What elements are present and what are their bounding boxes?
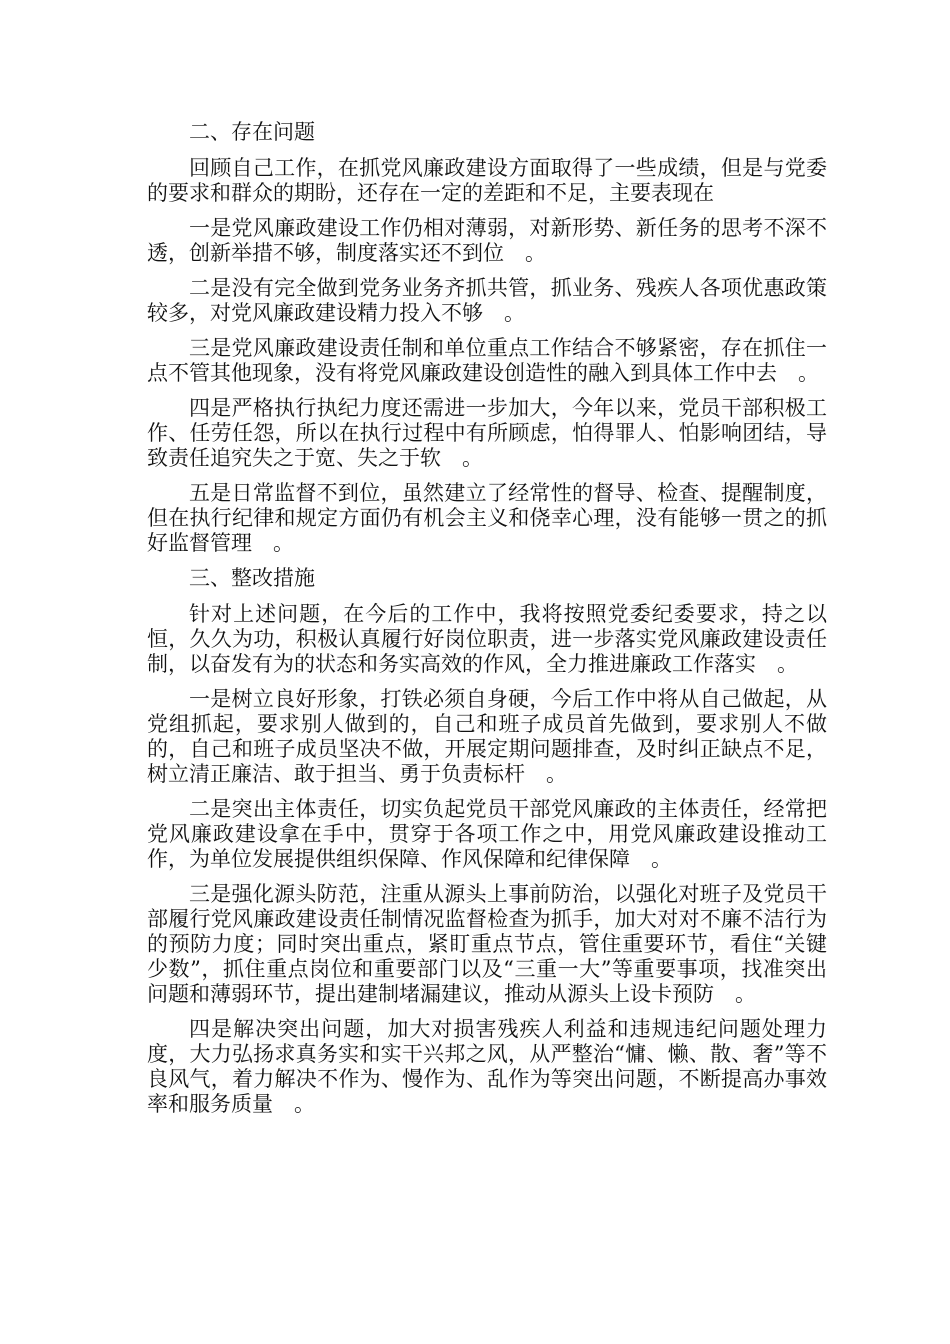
document-body [147,120,827,1127]
paragraph-measure-3: 三是强化源头防范，注重从源头上事前防治，以强化对班子及党员干部履行党风廉政建设责任制情况监督检查为抓手，加大对对不廉不洁行为的预防力度；同时突出重点，紧盯重点节点，管住重要环节，看住“关键少数”，抓住重点岗位和重要部门以及“三重一大”等重要事项，找准突出问题和薄弱环节，提出建制堵漏建议，推动从源头上设卡预防 。 [147,882,827,1006]
paragraph-review: 回顾自己工作，在抓党风廉政建设方面取得了一些成绩，但是与党委的要求和群众的期盼，还存在一定的差距和不足，主要表现在 [147,156,827,205]
paragraph-measure-1: 一是树立良好形象，打铁必须自身硬，今后工作中将从自己做起，从党组抓起，要求别人做到的，自己和班子成员首先做到，要求别人不做的，自己和班子成员坚决不做，开展定期问题排查，及时纠正缺点不足，树立清正廉洁、敢于担当、勇于负责标杆 。 [147,687,827,786]
paragraph-problem-1: 一是党风廉政建设工作仍相对薄弱，对新形势、新任务的思考不深不透，创新举措不够，制度落实还不到位 。 [147,216,827,265]
paragraph-measures-intro: 针对上述问题，在今后的工作中，我将按照党委纪委要求，持之以恒，久久为功，积极认真履行好岗位职责，进一步落实党风廉政建设责任制，以奋发有为的状态和务实高效的作风，全力推进廉政工作落实 。 [147,602,827,676]
paragraph-measure-2: 二是突出主体责任，切实负起党员干部党风廉政的主体责任，经常把党风廉政建设拿在手中，贯穿于各项工作之中，用党风廉政建设推动工作，为单位发展提供组织保障、作风保障和纪律保障 。 [147,797,827,871]
paragraph-measure-4: 四是解决突出问题，加大对损害残疾人利益和违规违纪问题处理力度，大力弘扬求真务实和实干兴邦之风，从严整治“慵、懒、散、奢”等不良风气，着力解决不作为、慢作为、乱作为等突出问题，不断提高办事效率和服务质量 。 [147,1017,827,1116]
paragraph-problem-5: 五是日常监督不到位，虽然建立了经常性的督导、检查、提醒制度，但在执行纪律和规定方面仍有机会主义和侥幸心理，没有能够一贯之的抓好监督管理 。 [147,481,827,555]
heading-measures: 三、整改措施 [189,566,315,590]
paragraph-problem-2: 二是没有完全做到党务业务齐抓共管，抓业务、残疾人各项优惠政策较多，对党风廉政建设精力投入不够 。 [147,276,827,325]
paragraph-problem-4: 四是严格执行执纪力度还需进一步加大，今年以来，党员干部积极工作、任劳任怨，所以在执行过程中有所顾虑，怕得罪人、怕影响团结，导致责任追究失之于宽、失之于软 。 [147,396,827,470]
paragraph-problem-3: 三是党风廉政建设责任制和单位重点工作结合不够紧密，存在抓住一点不管其他现象，没有将党风廉政建设创造性的融入到具体工作中去 。 [147,336,827,385]
heading-problems: 二、存在问题 [189,120,315,144]
